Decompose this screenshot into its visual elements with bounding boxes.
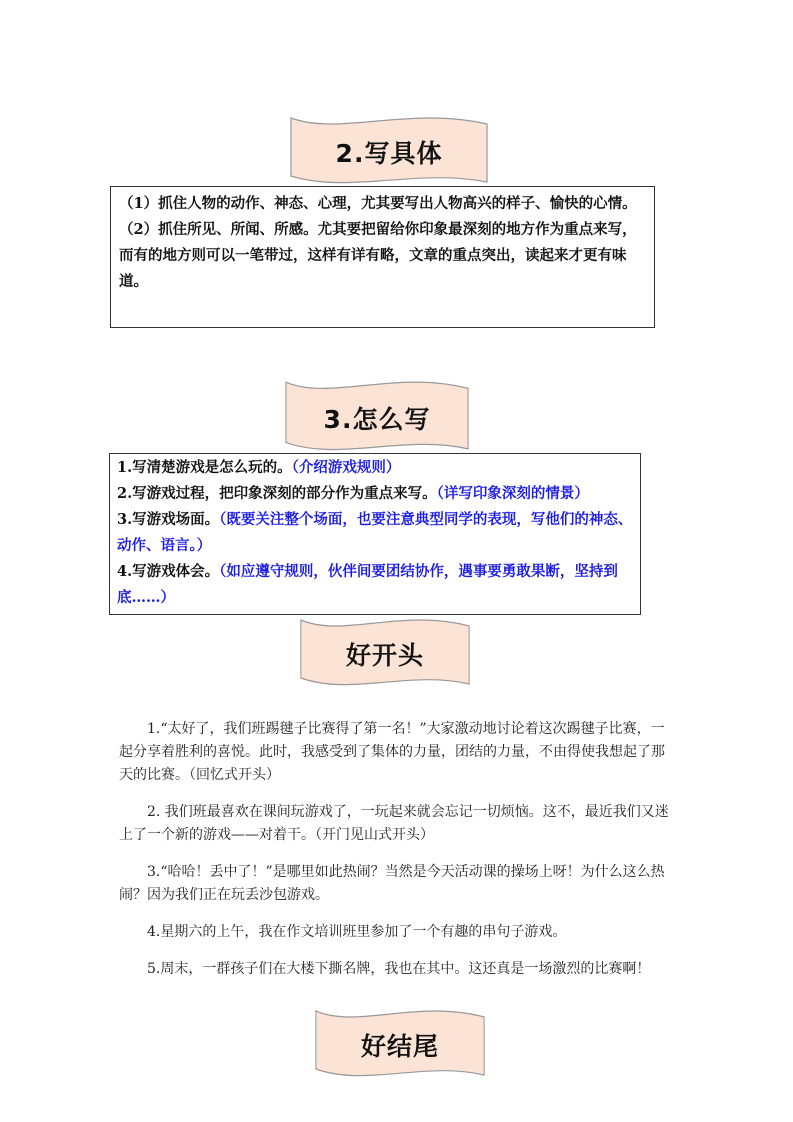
section-2-box — [110, 186, 655, 328]
good-ending-banner — [315, 1007, 485, 1079]
section-3-note: （如应遵守规则，伙伴间要团结协作，遇事要勇敢果断，坚持到底……） — [117, 563, 618, 606]
good-ending-title: 好结尾 — [360, 1031, 439, 1061]
section-3-title: 3.怎么写 — [323, 404, 431, 434]
section-3-item: 4.写游戏体会。（如应遵守规则，伙伴间要团结协作，遇事要勇敢果断，坚持到底……） — [117, 563, 618, 606]
section-2-banner — [290, 114, 488, 186]
section-2-item: （1）抓住人物的动作、神态、心理，尤其要写出人物高兴的样子、愉快的心情。 — [119, 195, 637, 212]
section-3-note: （介绍游戏规则） — [291, 459, 401, 476]
opening-example: 1.“太好了，我们班踢毽子比赛得了第一名！”大家激动地讨论着这次踢毽子比赛，一起分享着胜利的喜悦。此时，我感受到了集体的力量，团结的力量，不由得使我想起了那天的比赛。（回忆式开头） — [119, 721, 665, 783]
section-3-item: 1.写清楚游戏是怎么玩的。（介绍游戏规则） — [117, 459, 401, 476]
section-2-item: （2）抓住所见、所闻、所感。尤其要把留给你印象最深刻的地方作为重点来写，而有的地方则可以一笔带过，这样有详有略，文章的重点突出，读起来才更有味道。 — [119, 221, 637, 290]
good-opening-banner — [300, 616, 470, 688]
section-3-box — [109, 453, 641, 615]
good-opening-title: 好开头 — [345, 640, 424, 670]
opening-example: 4.星期六的上午，我在作文培训班里参加了一个有趣的串句子游戏。 — [147, 924, 567, 940]
opening-example: 2. 我们班最喜欢在课间玩游戏了，一玩起来就会忘记一切烦恼。这不，最近我们又迷上了一个新的游戏——对着干。（开门见山式开头） — [119, 804, 669, 843]
section-3-note: （既要关注整个场面，也要注意典型同学的表现，写他们的神态、动作、语言。） — [117, 511, 633, 554]
opening-example: 3.“哈哈！丢中了！”是哪里如此热闹？当然是今天活动课的操场上呀！为什么这么热闹？因为我们正在玩丢沙包游戏。 — [119, 864, 665, 903]
section-3-banner — [285, 378, 469, 453]
section-3-item: 2.写游戏过程，把印象深刻的部分作为重点来写。（详写印象深刻的情景） — [117, 485, 589, 502]
section-2-title: 2.写具体 — [335, 138, 443, 168]
section-3-item: 3.写游戏场面。（既要关注整个场面，也要注意典型同学的表现，写他们的神态、动作、语言。） — [117, 511, 633, 554]
opening-examples — [119, 718, 677, 995]
section-3-note: （详写印象深刻的情景） — [436, 485, 589, 502]
opening-example: 5.周末，一群孩子们在大楼下撕名牌，我也在其中。这还真是一场激烈的比赛啊！ — [147, 961, 651, 977]
